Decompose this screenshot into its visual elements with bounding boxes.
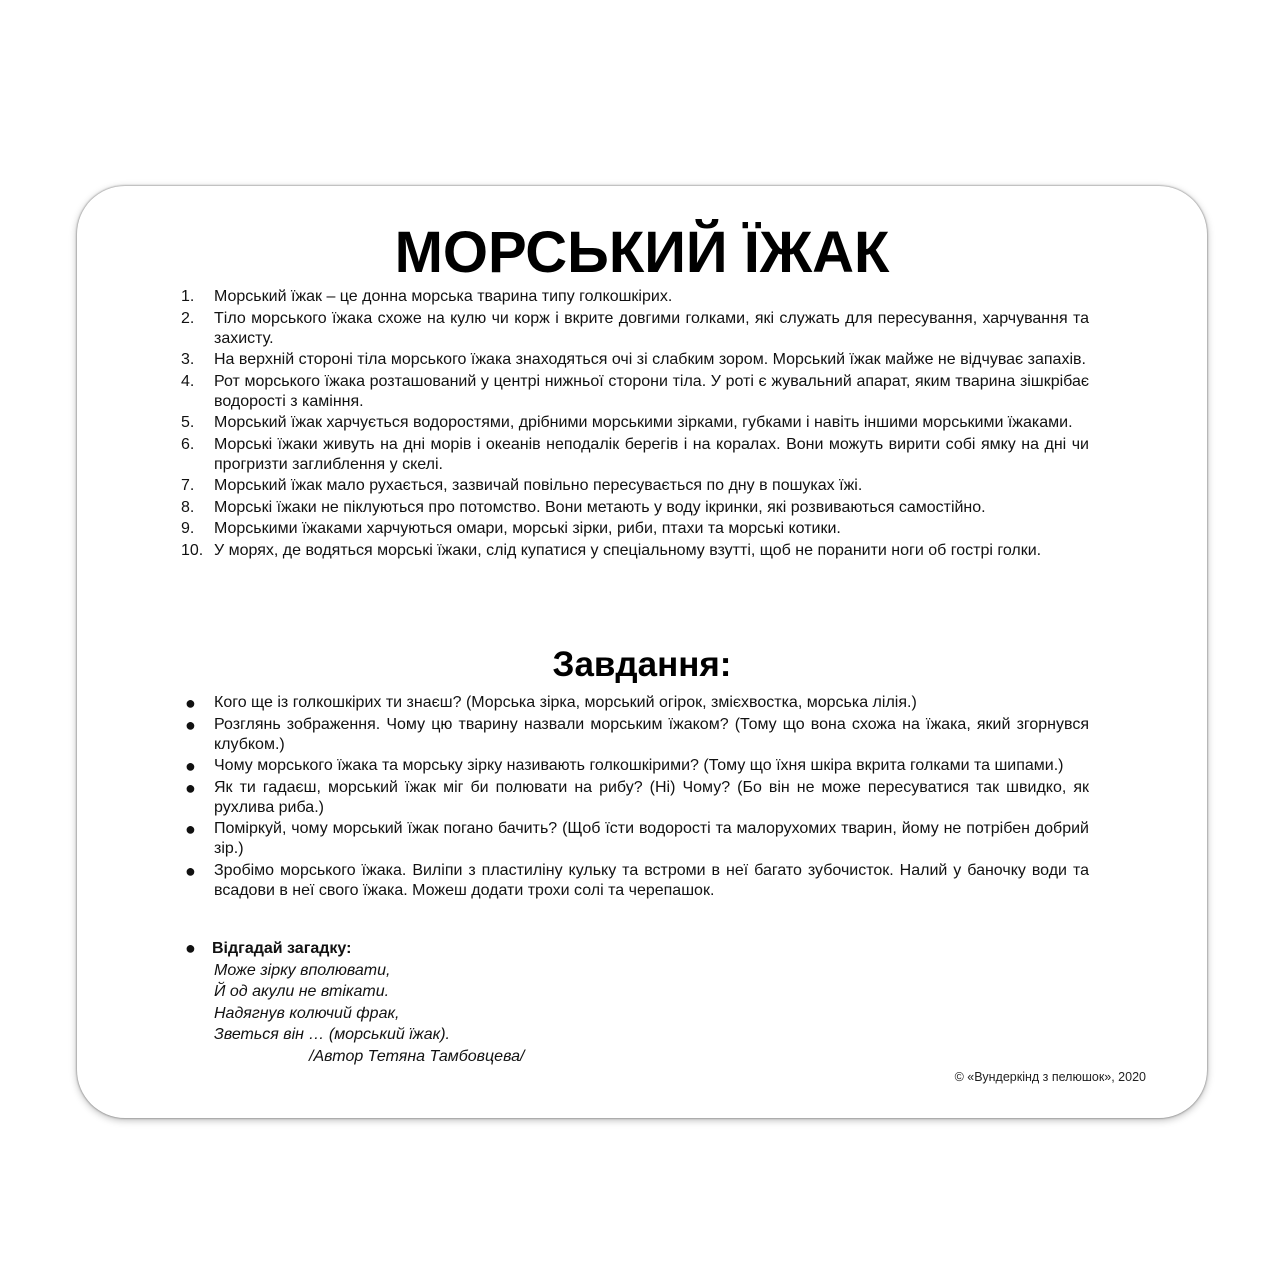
item-text: На верхній стороні тіла морського їжака знаходяться очі зі слабким зором. Морський їжак майже не відчуває запахів.: [214, 351, 1086, 368]
bullet-icon: ●: [185, 756, 196, 776]
list-item: [181, 519, 1089, 539]
riddle-author: /Автор Тетяна Тамбовцева/: [309, 1047, 525, 1065]
task-text: Поміркуй, чому морський їжак погано бачить? (Щоб їсти водорості та малорухомих тварин, йому не потрібен добрий зір.): [214, 820, 1089, 857]
item-number: 6.: [181, 435, 195, 453]
bullet-icon: ●: [185, 777, 196, 798]
riddle-line: Може зірку вполювати,: [214, 961, 391, 979]
tasks-list: [185, 693, 1089, 902]
item-number: 8.: [181, 498, 195, 516]
list-item: [185, 777, 1089, 818]
list-item: [185, 714, 1089, 755]
item-text: Морські їжаки не піклуються про потомство. Вони метають у воду ікринки, які розвиваються самостійно.: [214, 498, 986, 516]
item-text: У морях, де водяться морські їжаки, слід купатися у спеціальному взутті, щоб не поранити ноги об гострі голки.: [214, 541, 1042, 559]
item-number: 10.: [181, 541, 204, 559]
item-number: 9.: [181, 520, 195, 537]
task-text: Як ти гадаєш, морський їжак міг би полювати на рибу? (Ні) Чому? (Бо він не може пересуватися так швидко, як рухлива риба.): [214, 778, 1089, 816]
item-text: Морський їжак харчується водоростями, дрібними морськими зірками, губками і навіть іншими морськими їжаками.: [214, 414, 1073, 431]
riddle-line: Надягнув колючий фрак,: [214, 1004, 400, 1022]
list-item: [181, 541, 1089, 561]
item-number: 4.: [181, 372, 195, 390]
list-item: [185, 860, 1089, 901]
riddle-line: Й од акули не втікати.: [214, 983, 390, 1000]
copyright-notice: © «Вундеркінд з пелюшок», 2020: [954, 1070, 1146, 1084]
item-text: Тіло морського їжака схоже на кулю чи корж і вкрите довгими голками, які служать для пересування, харчування та захисту.: [214, 309, 1089, 347]
bullet-icon: ●: [185, 860, 196, 881]
list-item: [181, 372, 1089, 412]
item-number: 2.: [181, 309, 195, 327]
task-text: Розглянь зображення. Чому цю тварину назвали морським їжаком? (Тому що вона схожа на їжака, який згорнувся клубком.): [214, 715, 1089, 753]
list-item: [181, 498, 1089, 518]
bullet-icon: ●: [185, 938, 196, 958]
page-title: МОРСЬКИЙ ЇЖАК: [394, 220, 890, 285]
riddle-line: Зветься він … (морський їжак).: [214, 1026, 450, 1043]
facts-list: [181, 287, 1089, 562]
list-item: [181, 350, 1089, 370]
tasks-title: Завдання:: [552, 645, 732, 684]
task-text: Чому морського їжака та морську зірку називають голкошкірими? (Тому що їхня шкіра вкрита голками та шипами.): [214, 757, 1064, 774]
item-text: Морськими їжаками харчуються омари, морські зірки, риби, птахи та морські котики.: [214, 520, 841, 537]
item-number: 1.: [181, 288, 195, 305]
bullet-icon: ●: [185, 714, 196, 735]
riddle-heading: Відгадай загадку:: [212, 940, 352, 957]
item-text: Рот морського їжака розташований у центрі нижньої сторони тіла. У роті є жувальний апарат, яким тварина зішкрібає водорості з каміння.: [214, 372, 1089, 410]
list-item: [181, 413, 1089, 433]
item-text: Морський їжак – це донна морська тварина типу голкошкірих.: [214, 288, 673, 305]
document-card: [77, 186, 1207, 1118]
bullet-icon: ●: [185, 819, 196, 839]
item-number: 5.: [181, 414, 195, 431]
list-item: [185, 756, 1089, 776]
list-item: [181, 287, 1089, 307]
riddle-block: [185, 938, 814, 1067]
bullet-icon: ●: [185, 693, 196, 713]
list-item: [181, 476, 1089, 496]
item-text: Морські їжаки живуть на дні морів і океанів неподалік берегів і на коралах. Вони можуть вирити собі ямку на дні чи прогризти заглиблення у скелі.: [214, 435, 1089, 473]
task-text: Зробімо морського їжака. Виліпи з пластиліну кульку та встроми в неї багато зубочисток. Налий у баночку води та всадови в неї свого їжака. Можеш додати трохи солі та черепашок.: [214, 861, 1089, 899]
list-item: [181, 435, 1089, 475]
item-number: 7.: [181, 477, 195, 494]
item-text: Морський їжак мало рухається, зазвичай повільно пересувається по дну в пошуках їжі.: [214, 477, 863, 494]
list-item: [185, 819, 1089, 859]
list-item: [185, 693, 1089, 713]
list-item: [181, 309, 1089, 349]
task-text: Кого ще із голкошкірих ти знаєш? (Морська зірка, морський огірок, змієхвостка, морська лілія.): [214, 694, 917, 711]
item-number: 3.: [181, 351, 195, 368]
